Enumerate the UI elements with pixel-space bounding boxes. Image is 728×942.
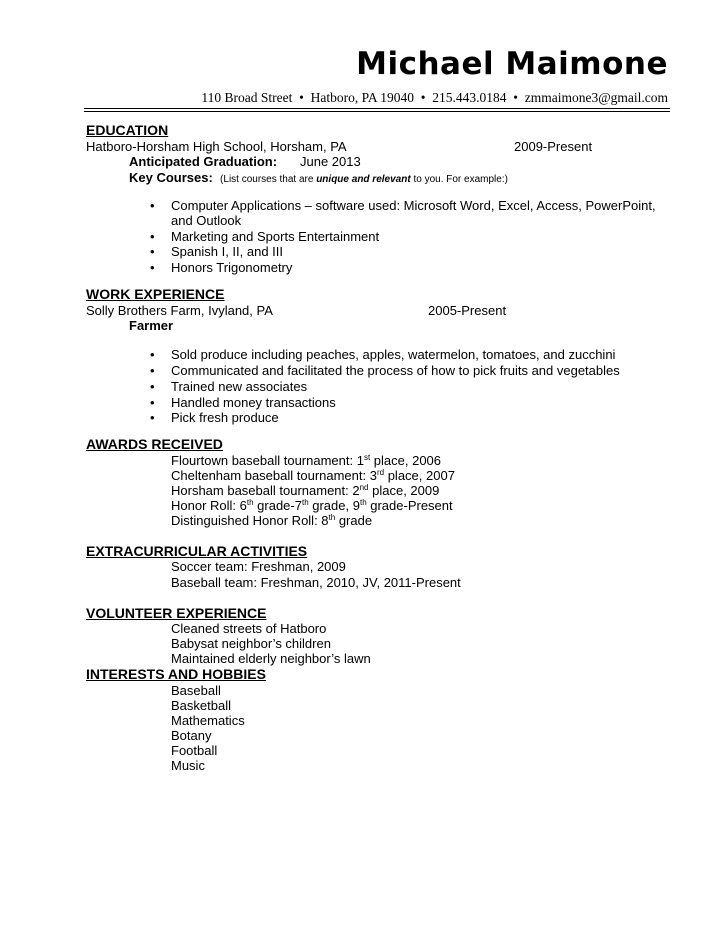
courses-line: [129, 170, 508, 185]
interest-item: Music: [171, 758, 205, 773]
interest-item: Baseball: [171, 683, 221, 698]
work-title: WORK EXPERIENCE: [86, 286, 225, 302]
activity-item: Soccer team: Freshman, 2009: [171, 559, 346, 574]
volunteer-item: Maintained elderly neighbor’s lawn: [171, 651, 371, 666]
award-1: Flourtown baseball tournament: 1st place, 2006: [171, 453, 442, 468]
volunteer-title: VOLUNTEER EXPERIENCE: [86, 605, 267, 621]
award-4: Honor Roll: 6th grade-7th grade, 9th grade-Present: [171, 498, 453, 513]
separator: •: [299, 90, 304, 105]
award-3: Horsham baseball tournament: 2nd place, 2009: [171, 483, 440, 498]
volunteer-item: Babysat neighbor’s children: [171, 636, 331, 651]
interest-item: Basketball: [171, 698, 231, 713]
address: 110 Broad Street: [201, 90, 293, 105]
separator: •: [420, 90, 426, 105]
awards-title: AWARDS RECEIVED: [86, 436, 223, 452]
award-5: Distinguished Honor Roll: 8th grade: [171, 513, 373, 528]
email: zmmaimone3@gmail.com: [524, 90, 668, 105]
award-2: Cheltenham baseball tournament: 3rd place, 2007: [171, 468, 455, 483]
courses-note-post: to you. For example:): [410, 174, 508, 185]
header-rule-bottom: [84, 111, 670, 112]
courses-label: Key Courses:: [129, 170, 213, 185]
header-rule-top: [84, 108, 670, 109]
courses-note-pre: (List courses that are: [220, 174, 317, 185]
education-title: EDUCATION: [86, 122, 169, 138]
contact-line: [201, 90, 668, 106]
city: Hatboro, PA 19040: [310, 90, 414, 105]
interest-item: Botany: [171, 728, 212, 743]
interests-title: INTERESTS AND HOBBIES: [86, 666, 266, 682]
school-name: Hatboro-Horsham High School, Horsham, PA: [86, 139, 347, 154]
separator: •: [513, 90, 518, 105]
courses-note-em: unique and relevant: [316, 174, 411, 185]
grad-value: June 2013: [300, 154, 361, 169]
employer: Solly Brothers Farm, Ivyland, PA: [86, 303, 273, 318]
grad-label: Anticipated Graduation:: [129, 154, 278, 169]
resume-page: Michael Maimone 110 Broad Street • Hatboro, PA 19040 • 215.443.0184 • zmmaimone3@gmail.com EDUCATION Hatboro-Horsham High School, Horsham, PA 2009-Present Anticipated Graduation: June 2013 Key Courses: (List courses that are unique and relevant to you. For example:) • Computer Applications – software used: Microsoft Word, Excel, Access, PowerPoint, and Outlook • Marketing and Sports Entertainment • Spanish I, II, and III • Honors Trigonometry WORK EXPERIENCE Solly Brothers Farm, Ivyland, PA 2005-Present Farmer • Sold produce including peaches, apples, watermelon, tomatoes, and zucchini • Communicated and facilitated the process of how to pick fruits and vegetables • Trained new associates • Handled money transactions • Pick fresh produce AWARDS RECEIVED Flourtown baseball tournament: 1st place, 2006 Cheltenham baseball tournament: 3rd place, 2007 Horsham baseball tournament: 2nd place, 2009 Honor Roll: 6th grade-7th grade, 9th grade-Present Distinguished Honor Roll: 8th grade EXTRACURRICULAR ACTIVITIES Soccer team: Freshman, 2009 Baseball team: Freshman, 2010, JV, 2011-Present VOLUNTEER EXPERIENCE Cleaned streets of Hatboro Babysat neighbor’s children Maintained elderly neighbor’s lawn INTERESTS AND HOBBIES Baseball Basketball Mathematics Botany Football Music: [86, 46, 668, 773]
work-dates: 2005-Present: [428, 303, 507, 318]
interest-item: Football: [171, 743, 218, 758]
interest-item: Mathematics: [171, 713, 245, 728]
resume-name: Michael Maimone: [356, 46, 668, 82]
volunteer-item: Cleaned streets of Hatboro: [171, 621, 327, 636]
activities-title: EXTRACURRICULAR ACTIVITIES: [86, 543, 308, 559]
activity-item: Baseball team: Freshman, 2010, JV, 2011-Present: [171, 575, 461, 590]
phone: 215.443.0184: [432, 90, 507, 105]
school-dates: 2009-Present: [514, 139, 593, 154]
work-role: Farmer: [129, 318, 174, 333]
